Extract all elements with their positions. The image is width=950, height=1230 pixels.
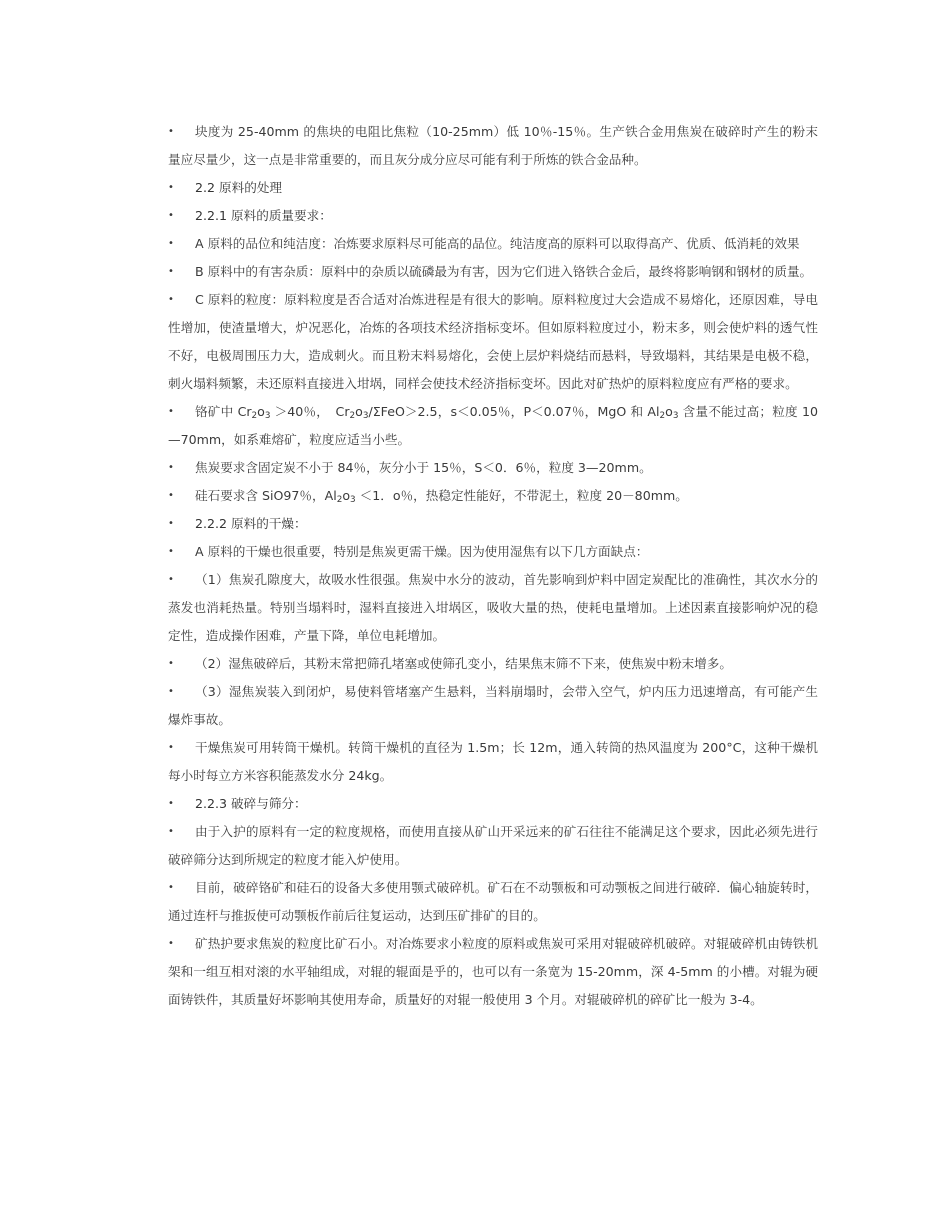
paragraph-drying-intro: • A 原料的干燥也很重要，特别是焦炭更需干燥。因为使用湿焦有以下几方面缺点： xyxy=(168,538,818,566)
bullet-icon: • xyxy=(168,126,174,137)
bullet-icon: • xyxy=(168,490,174,501)
bullet-icon: • xyxy=(168,826,174,837)
paragraph-grade-purity: • A 原料的品位和纯洁度：冶炼要求原料尽可能高的品位。纯洁度高的原料可以取得高产、优质、低消耗的效果 xyxy=(168,230,818,258)
section-heading-2-2-2: • 2.2.2 原料的干燥： xyxy=(168,510,818,538)
bullet-icon: • xyxy=(168,294,174,305)
section-heading-2-2-3: • 2.2.3 破碎与筛分： xyxy=(168,790,818,818)
bullet-icon: • xyxy=(168,658,174,669)
section-heading-2-2: • 2.2 原料的处理 xyxy=(168,174,818,202)
bullet-icon: • xyxy=(168,462,174,473)
bullet-icon: • xyxy=(168,938,174,949)
paragraph-drying-point-2: • （2）湿焦破碎后，其粉末常把筛孔堵塞或使筛孔变小，结果焦末筛不下来，使焦炭中粉末增多。 xyxy=(168,650,818,678)
paragraph-silica-spec: • 硅石要求含 SiO97％，$Al_2o_3 <1$．o％，热稳定性能好，不带泥土，粒度 20－80mm。 xyxy=(168,482,818,510)
bullet-icon: • xyxy=(168,210,174,221)
section-heading-2-2-1: • 2.2.1 原料的质量要求： xyxy=(168,202,818,230)
bullet-icon: • xyxy=(168,882,174,893)
bullet-icon: • xyxy=(168,266,174,277)
document-body xyxy=(168,118,818,1014)
paragraph-particle-size: • C 原料的粒度：原料粒度是否合适对冶炼进程是有很大的影响。原料粒度过大会造成不易熔化，还原因难，导电性增加，使渣量增大，炉况恶化，冶炼的各项技术经济指标变坏。但如原料粒度过小，粉末多，则会使炉料的透气性不好，电极周围压力大，造成刺火。而且粉末料易熔化，会使上层炉料烧结而悬料，导致塌料，其结果是电极不稳，刺火塌料频繁，未还原料直接进入坩埚，同样会使技术经济指标变坏。因此对矿热炉的原料粒度应有严格的要求。 xyxy=(168,286,818,398)
paragraph-coke-resistance: • 块度为 25-40mm 的焦块的电阻比焦粒（10-25mm）低 10％-15％。生产铁合金用焦炭在破碎时产生的粉末量应尽量少，这一点是非常重要的，而且灰分成分应尽可能有利于所炼的铁合金品种。 xyxy=(168,118,818,174)
bullet-icon: • xyxy=(168,686,174,697)
paragraph-roll-crusher: • 矿热护要求焦炭的粒度比矿石小。对冶炼要求小粒度的原料或焦炭可采用对辊破碎机破碎。对辊破碎机由铸铁机架和一组互相对滚的水平轴组成，对辊的辊面是乎的，也可以有一条宽为 15-20mm，深 4-5mm 的小槽。对辊为硬面铸铁件，其质量好坏影响其使用寿命，质量好的对辊一般使用 3 个月。对辊破碎机的碎矿比一般为 3-4。 xyxy=(168,930,818,1014)
bullet-icon: • xyxy=(168,406,174,417)
paragraph-drying-point-1: • （1）焦炭孔隙度大，故吸水性很强。焦炭中水分的波动，首先影响到炉料中固定炭配比的准确性，其次水分的蒸发也消耗热量。特别当塌料时，湿料直接进入坩埚区，吸收大量的热，使耗电量增加。上述因素直接影响炉况的稳定性，造成操作困难，产量下降，单位电耗增加。 xyxy=(168,566,818,650)
paragraph-jaw-crusher: • 目前，破碎铬矿和硅石的设备大多使用颚式破碎机。矿石在不动颚板和可动颚板之间进行破碎．偏心轴旋转时，通过连杆与推扳使可动颚板作前后往复运动，达到压矿排矿的目的。 xyxy=(168,874,818,930)
paragraph-crushing-need: • 由于入护的原料有一定的粒度规格，而使用直接从矿山开采远来的矿石往往不能满足这个要求，因此必须先进行破碎筛分达到所规定的粒度才能入炉使用。 xyxy=(168,818,818,874)
bullet-icon: • xyxy=(168,238,174,249)
bullet-icon: • xyxy=(168,546,174,557)
paragraph-coke-spec: • 焦炭要求含固定炭不小于 84％，灰分小于 15％，S＜0．6％，粒度 3—20mm。 xyxy=(168,454,818,482)
paragraph-chrome-ore-spec: • 铬矿中 $Cr_2o_3 >40$％， $Cr_2o_3/\Sigma FeO>2.5$，s＜0.05％，P＜0.07％，MgO 和 $Al_2o_3$ 含量不能过高；粒度 10—70mm，如系难熔矿，粒度应适当小些。 xyxy=(168,398,818,454)
bullet-icon: • xyxy=(168,574,174,585)
paragraph-drum-dryer: • 干燥焦炭可用转筒干燥机。转筒干燥机的直径为 1.5m；长 12m，通入转筒的热风温度为 200°C，这种干燥机每小时每立方米容积能蒸发水分 24kg。 xyxy=(168,734,818,790)
paragraph-drying-point-3: • （3）湿焦炭装入到闭炉，易使料管堵塞产生悬料，当料崩塌时，会带入空气，炉内压力迅速增高，有可能产生爆炸事故。 xyxy=(168,678,818,734)
bullet-icon: • xyxy=(168,742,174,753)
paragraph-harmful-impurities: • B 原料中的有害杂质：原料中的杂质以硫磷最为有害，因为它们进入铬铁合金后，最终将影响钢和钢材的质量。 xyxy=(168,258,818,286)
bullet-icon: • xyxy=(168,798,174,809)
bullet-icon: • xyxy=(168,182,174,193)
bullet-icon: • xyxy=(168,518,174,529)
